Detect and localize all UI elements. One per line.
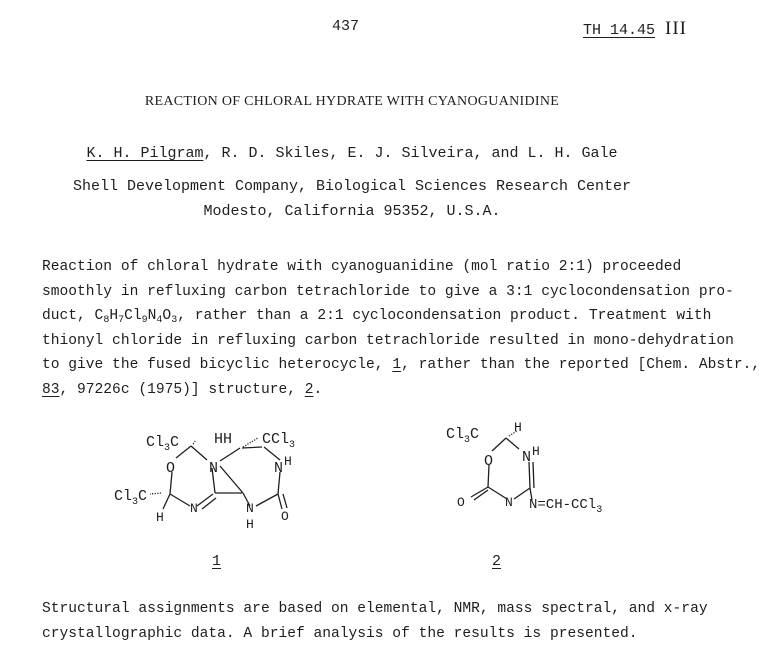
structure-1-label: 1 — [212, 553, 222, 570]
s2-side-chain: N=CH-CCl$_3$ — [529, 497, 603, 516]
volume-ref: 83 — [42, 381, 60, 398]
s1-bottom-hydrogen: H — [156, 510, 164, 525]
compound-ref-2: 2 — [304, 381, 314, 398]
s1-carbonyl-oxygen: O — [281, 509, 289, 524]
s1-ccl3-right: CCl$_3$ — [262, 431, 296, 451]
issue-roman: III — [665, 18, 687, 39]
s2-nh-hydrogen: H — [532, 444, 540, 459]
closing-paragraph — [42, 597, 708, 646]
structure-2-label: 2 — [492, 553, 502, 570]
affiliation-line-2: Modesto, California 95352, U.S.A. — [203, 203, 501, 220]
issue-code: TH 14.45 — [583, 22, 656, 39]
abstract-line: thionyl chloride in refluxing carbon tetrachloride resulted in mono-dehydration — [42, 332, 734, 349]
s1-ccl3-left: $Cl_3C$ — [114, 488, 148, 508]
chemical-structures — [0, 415, 704, 585]
s1-nh-nitrogen: N — [274, 460, 284, 477]
author-list — [0, 145, 704, 162]
s1-bottom-right-hydrogen: H — [246, 517, 254, 532]
s2-nh-nitrogen: N — [522, 449, 532, 466]
abstract-line: Reaction of chloral hydrate with cyanoguanidine (mol ratio 2:1) proceeded — [42, 259, 682, 275]
s1-bottom-nitrogen: N — [190, 501, 198, 516]
compound-ref-1: 1 — [392, 357, 402, 373]
s2-top-hydrogen: H — [514, 420, 522, 435]
paper-title: REACTION OF CHLORAL HYDRATE WITH CYANOGUANIDINE — [144, 94, 560, 109]
s2-carbonyl-oxygen: O — [457, 495, 465, 510]
s1-ccl3-top: $Cl_3C$ — [146, 434, 180, 454]
formula: $C_8H_7Cl_9N_4O_3$ — [94, 308, 178, 326]
presenting-author: K. H. Pilgram — [86, 145, 204, 162]
closing-line: Structural assignments are based on elemental, NMR, mass spectral, and x-ray — [42, 601, 708, 617]
s2-bottom-nitrogen: N — [505, 495, 513, 510]
abstract-line: duct, $C_8H_7Cl_9N_4O_3$, rather than a 2:1 cyclocondensation product. Treatment with — [42, 308, 712, 326]
abstract-line: smoothly in refluxing carbon tetrachloride to give a 3:1 cyclocondensation pro- — [42, 283, 734, 300]
journal-code — [583, 18, 687, 40]
co-authors: , R. D. Skiles, E. J. Silveira, and L. H. Gale — [203, 145, 618, 162]
page-number: 437 — [332, 18, 360, 35]
abstract — [42, 255, 760, 402]
closing-line: crystallographic data. A brief analysis of the results is presented. — [42, 625, 638, 642]
abstract-line: 83, 97226c (1975)] structure, 2. — [42, 381, 323, 398]
s1-hh: HH — [214, 431, 233, 448]
s1-center-nitrogen: N — [209, 460, 219, 477]
abstract-line: to give the fused bicyclic heterocycle, 1, rather than the reported [Chem. Abstr., — [42, 357, 760, 373]
s1-nh-hydrogen: H — [284, 454, 292, 469]
affiliation-line-1: Shell Development Company, Biological Sciences Research Center — [72, 178, 632, 195]
s1-ring-oxygen: O — [166, 460, 176, 477]
s2-ring-oxygen: O — [484, 453, 494, 470]
s2-ccl3: $Cl_3C$ — [446, 426, 480, 446]
s1-bottom-right-nitrogen: N — [246, 501, 254, 516]
